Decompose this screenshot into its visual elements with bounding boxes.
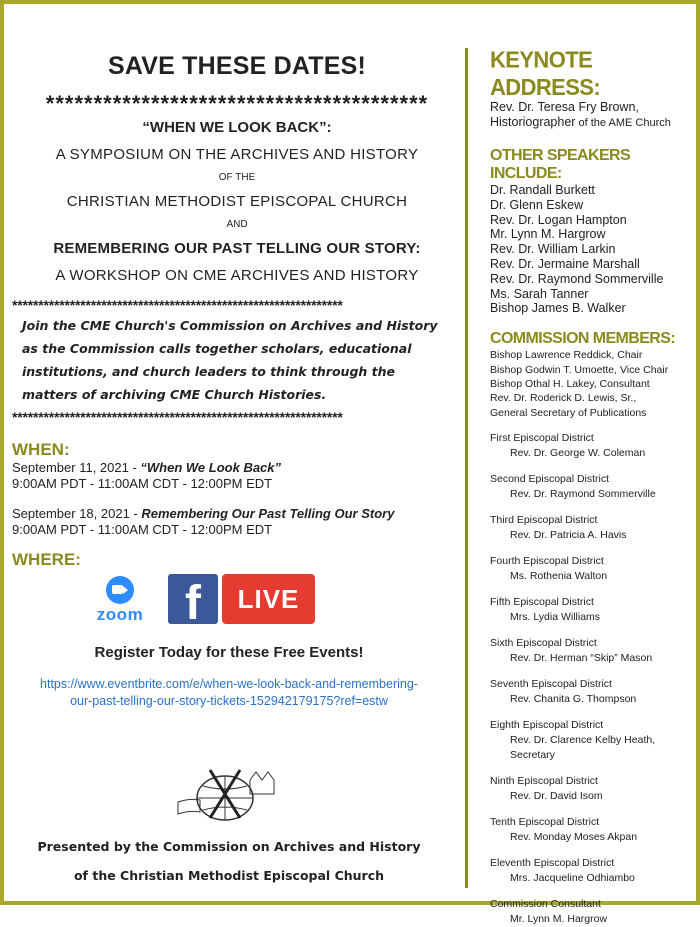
district-block bbox=[490, 718, 698, 763]
district-representative-role: Secretary bbox=[510, 749, 555, 762]
district-block bbox=[490, 815, 698, 845]
speaker-item: Bishop James B. Walker bbox=[490, 301, 626, 316]
date1-prefix: September 11, 2021 - bbox=[12, 460, 141, 475]
speaker-item: Rev. Dr. Raymond Sommerville bbox=[490, 271, 664, 286]
keynote-title-b: of the AME Church bbox=[575, 117, 671, 129]
date1-event: “When We Look Back” bbox=[140, 460, 282, 475]
district-name: Eighth Episcopal District bbox=[490, 719, 604, 732]
district-block bbox=[490, 472, 698, 502]
district-name: Ninth Episcopal District bbox=[490, 775, 598, 788]
right-column bbox=[490, 48, 698, 927]
district-name: Eleventh Episcopal District bbox=[490, 857, 615, 870]
district-representative: Rev. Dr. Herman “Skip” Mason bbox=[510, 652, 653, 665]
district-representative: Rev. Chanita G. Thompson bbox=[510, 693, 637, 706]
district-name: Tenth Episcopal District bbox=[490, 816, 600, 829]
event1-line1: A SYMPOSIUM ON THE ARCHIVES AND HISTORY bbox=[55, 146, 419, 163]
speaker-item: Ms. Sarah Tanner bbox=[490, 286, 589, 301]
district-name: Seventh Episcopal District bbox=[490, 678, 612, 691]
district-representative: Rev. Dr. Raymond Sommerville bbox=[510, 488, 656, 501]
district-block bbox=[490, 636, 698, 666]
register-heading: Register Today for these Free Events! bbox=[94, 644, 364, 661]
zoom-wordmark: zoom bbox=[96, 605, 144, 624]
event2-line: A WORKSHOP ON CME ARCHIVES AND HISTORY bbox=[55, 267, 419, 284]
column-divider bbox=[465, 48, 468, 888]
page-title: SAVE THESE DATES! bbox=[107, 52, 367, 80]
speakers-list bbox=[490, 183, 698, 316]
presented-by bbox=[4, 832, 454, 890]
speaker-item: Rev. Dr. Logan Hampton bbox=[490, 212, 627, 227]
presented-line2: of the Christian Methodist Episcopal Church bbox=[73, 868, 385, 883]
eventbrite-link[interactable] bbox=[4, 676, 454, 710]
live-badge[interactable]: LIVE bbox=[222, 574, 315, 624]
keynote-heading: KEYNOTE ADDRESS: bbox=[490, 46, 601, 101]
district-block bbox=[490, 774, 698, 804]
zoom-camera-icon bbox=[106, 576, 134, 604]
district-representative: Mrs. Jacqueline Odhiambo bbox=[510, 872, 635, 885]
district-representative: Rev. Dr. George W. Coleman bbox=[510, 447, 646, 460]
district-block bbox=[490, 595, 698, 625]
star-divider: **************************************** bbox=[45, 91, 429, 116]
district-block bbox=[490, 554, 698, 584]
commission-item: Bishop Godwin T. Umoette, Vice Chair bbox=[490, 363, 669, 376]
link-line2[interactable]: our-past-telling-our-story-tickets-152942179175?ref=estw bbox=[70, 694, 388, 708]
when-label: WHEN: bbox=[12, 440, 70, 459]
event1-title: “WHEN WE LOOK BACK”: bbox=[142, 119, 332, 136]
facebook-icon[interactable]: f bbox=[168, 574, 218, 624]
commission-item: Rev. Dr. Roderick D. Lewis, Sr., bbox=[490, 392, 637, 405]
date2-event: Remembering Our Past Telling Our Story bbox=[141, 506, 395, 521]
star-divider-long-2: *************************************************************** bbox=[12, 409, 343, 425]
keynote-title bbox=[490, 115, 698, 131]
and-label: AND bbox=[226, 219, 248, 230]
district-block bbox=[490, 677, 698, 707]
district-block bbox=[490, 856, 698, 886]
left-column bbox=[12, 12, 462, 570]
join-paragraph: Join the CME Church's Commission on Archives and History as the Commission calls together scholars, educational institutions, and church leaders to think through the matters of archiving CME Church Histories. bbox=[22, 318, 438, 402]
district-representative: Rev. Dr. Clarence Kelby Heath, bbox=[510, 734, 656, 747]
districts-list bbox=[490, 431, 698, 927]
district-name: Second Episcopal District bbox=[490, 473, 610, 486]
link-line1[interactable]: https://www.eventbrite.com/e/when-we-look-back-and-remembering- bbox=[40, 677, 418, 691]
speaker-item: Rev. Dr. William Larkin bbox=[490, 242, 616, 257]
cme-seal-icon bbox=[170, 762, 280, 822]
speaker-item: Dr. Randall Burkett bbox=[490, 183, 595, 197]
speaker-item: Mr. Lynn M. Hargrow bbox=[490, 227, 606, 242]
time2: 9:00AM PDT - 11:00AM CDT - 12:00PM EDT bbox=[12, 522, 273, 537]
district-block bbox=[490, 513, 698, 543]
district-name: Fourth Episcopal District bbox=[490, 555, 604, 568]
district-name: Fifth Episcopal District bbox=[490, 596, 594, 609]
event1-line2: CHRISTIAN METHODIST EPISCOPAL CHURCH bbox=[66, 193, 408, 210]
commission-item: Bishop Othal H. Lakey, Consultant bbox=[490, 377, 650, 390]
district-representative: Rev. Dr. Patricia A. Havis bbox=[510, 529, 627, 542]
commission-list bbox=[490, 348, 698, 420]
time1: 9:00AM PDT - 11:00AM CDT - 12:00PM EDT bbox=[12, 476, 273, 491]
commission-item: General Secretary of Publications bbox=[490, 406, 647, 419]
district-name: Third Episcopal District bbox=[490, 514, 598, 527]
presented-line1: Presented by the Commission on Archives and History bbox=[37, 839, 421, 854]
speaker-item: Rev. Dr. Jermaine Marshall bbox=[490, 256, 640, 271]
district-representative: Mrs. Lydia Williams bbox=[510, 611, 601, 624]
district-name: Sixth Episcopal District bbox=[490, 637, 597, 650]
date2-prefix: September 18, 2021 - bbox=[12, 506, 142, 521]
other-speakers-heading: OTHER SPEAKERS INCLUDE: bbox=[490, 147, 631, 182]
district-name: Commission Consultant bbox=[490, 898, 601, 911]
platform-icons bbox=[88, 574, 348, 629]
district-representative: Ms. Rothenia Walton bbox=[510, 570, 608, 583]
district-name: First Episcopal District bbox=[490, 432, 594, 445]
where-label: WHERE: bbox=[12, 550, 81, 569]
keynote-name: Rev. Dr. Teresa Fry Brown, bbox=[490, 100, 639, 114]
commission-item: Bishop Lawrence Reddick, Chair bbox=[490, 349, 643, 362]
district-representative: Rev. Dr. David Isom bbox=[510, 790, 603, 803]
zoom-logo[interactable] bbox=[88, 576, 152, 626]
keynote-title-a: Historiographer bbox=[490, 115, 576, 129]
district-representative: Rev. Monday Moses Akpan bbox=[510, 831, 638, 844]
event1-of: OF THE bbox=[218, 172, 256, 183]
event2-title: REMEMBERING OUR PAST TELLING OUR STORY: bbox=[53, 240, 421, 257]
district-representative: Mr. Lynn M. Hargrow bbox=[510, 913, 608, 926]
date1 bbox=[12, 460, 462, 476]
commission-heading: COMMISSION MEMBERS: bbox=[490, 330, 676, 348]
district-block bbox=[490, 431, 698, 461]
date2 bbox=[12, 506, 462, 522]
district-block bbox=[490, 897, 698, 927]
speaker-item: Dr. Glenn Eskew bbox=[490, 197, 584, 212]
star-divider-long: *************************************************************** bbox=[12, 297, 343, 313]
